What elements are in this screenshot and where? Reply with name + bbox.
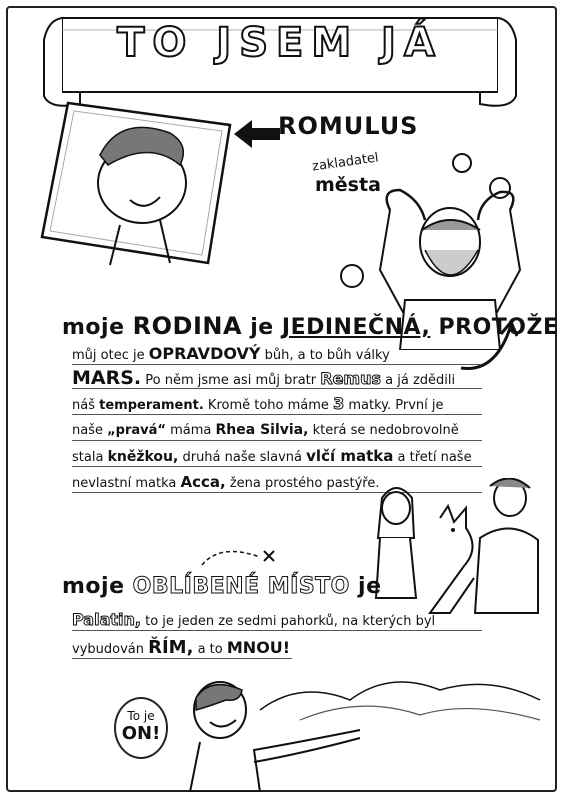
family-heading: moje RODINA je JEDINEČNÁ, PROTOŽE (62, 312, 559, 340)
speech-line-2: ON! (121, 723, 161, 744)
mothers-wolf-illustration (370, 478, 540, 618)
romulus-subtitle-2: města (315, 174, 381, 196)
romulus-portrait (30, 85, 260, 285)
text-line: můj otec je OPRAVDOVÝ bůh, a to bůh války (72, 344, 482, 365)
place-heading: moje OBLÍBENÉ MÍSTO je (62, 574, 382, 599)
text-line: stala kněžkou, druhá naše slavná vlčí matka a třetí naše (72, 446, 482, 467)
text-line: náš temperament. Kromě toho máme 3 matky. První je (72, 394, 482, 415)
arrow-left-icon (232, 118, 282, 150)
text-line: vybudován ŘÍM, a to MNOU! (72, 637, 291, 658)
romulus-pointing-illustration (170, 672, 370, 792)
speech-line-1: To je (127, 709, 155, 723)
text-line: MARS. Po něm jsme asi můj bratr Remus a já zdědili (72, 368, 482, 389)
text-line: nevlastní matka Acca, žena prostého pastýře. (72, 472, 482, 493)
page-title: TO JSEM JÁ (117, 20, 443, 66)
romulus-name: ROMULUS (278, 112, 419, 140)
romulus-subtitle-1: zakladatel (311, 150, 380, 175)
speech-bubble (114, 697, 168, 759)
text-line: naše „pravá“ máma Rhea Silvia, která se nedobrovolně (72, 420, 482, 441)
dashed-path-icon (200, 547, 280, 569)
text-line: Palatin, to je jeden ze sedmi pahorků, na kterých byl (72, 610, 482, 631)
